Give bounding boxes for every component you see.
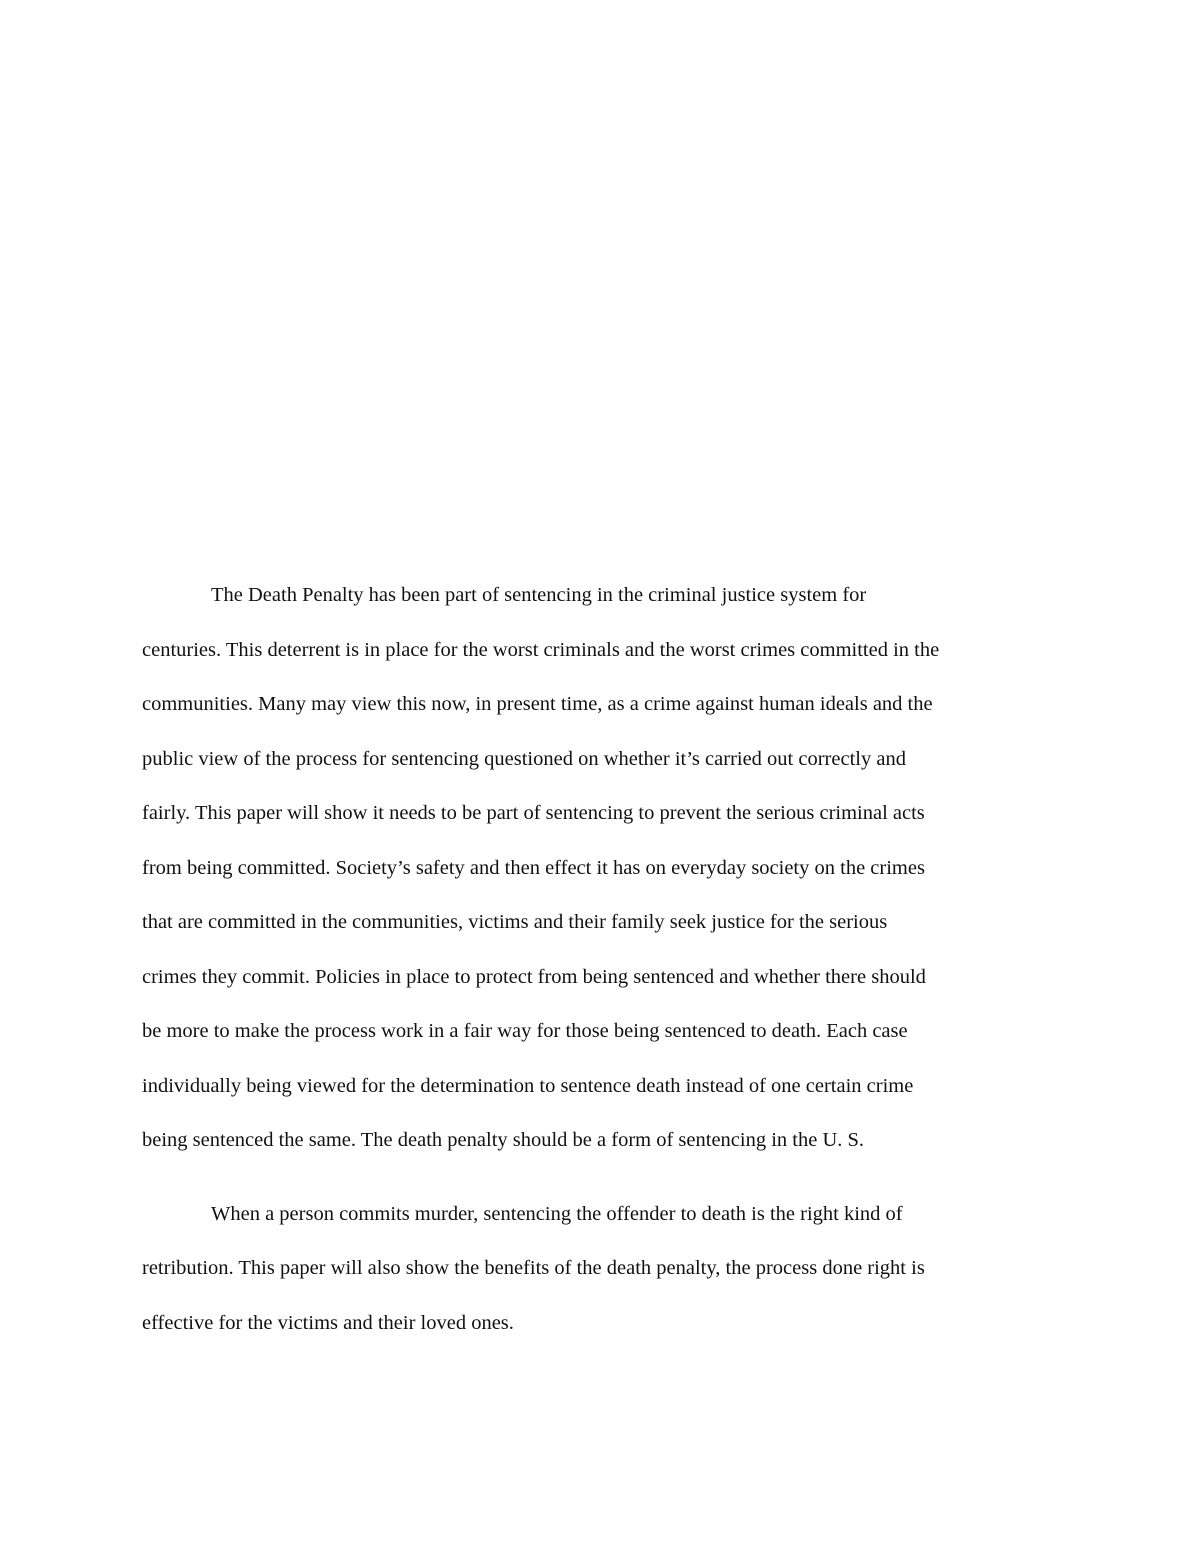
text-line: being sentenced the same. The death penalty should be a form of sentencing in the U. S. bbox=[142, 1129, 865, 1151]
text-line: When a person commits murder, sentencing the offender to death is the right kind of bbox=[211, 1202, 903, 1225]
text-line: be more to make the process work in a fair way for those being sentenced to death. Each case bbox=[142, 1020, 908, 1042]
text-line: centuries. This deterrent is in place for the worst criminals and the worst crimes committed in the bbox=[142, 638, 940, 661]
text-line: effective for the victims and their loved ones. bbox=[142, 1311, 514, 1334]
paragraph-2 bbox=[142, 1196, 1082, 1360]
text-line: communities. Many may view this now, in present time, as a crime against human ideals and the bbox=[142, 693, 933, 715]
text-line: crimes they commit. Policies in place to protect from being sentenced and whether there should bbox=[142, 965, 926, 988]
text-line: that are committed in the communities, victims and their family seek justice for the serious bbox=[142, 911, 888, 933]
text-line: fairly. This paper will show it needs to be part of sentencing to prevent the serious criminal acts bbox=[142, 802, 925, 824]
text-line: public view of the process for sentencing questioned on whether it’s carried out correctly and bbox=[142, 747, 906, 770]
text-line: individually being viewed for the determination to sentence death instead of one certain crime bbox=[142, 1074, 914, 1097]
paragraph-1 bbox=[142, 577, 1082, 1177]
document-body bbox=[142, 577, 1082, 1359]
text-line: from being committed. Society’s safety and then effect it has on everyday society on the crimes bbox=[142, 856, 925, 879]
text-line: The Death Penalty has been part of sentencing in the criminal justice system for bbox=[211, 584, 867, 606]
text-line: retribution. This paper will also show the benefits of the death penalty, the process done right is bbox=[142, 1257, 925, 1279]
